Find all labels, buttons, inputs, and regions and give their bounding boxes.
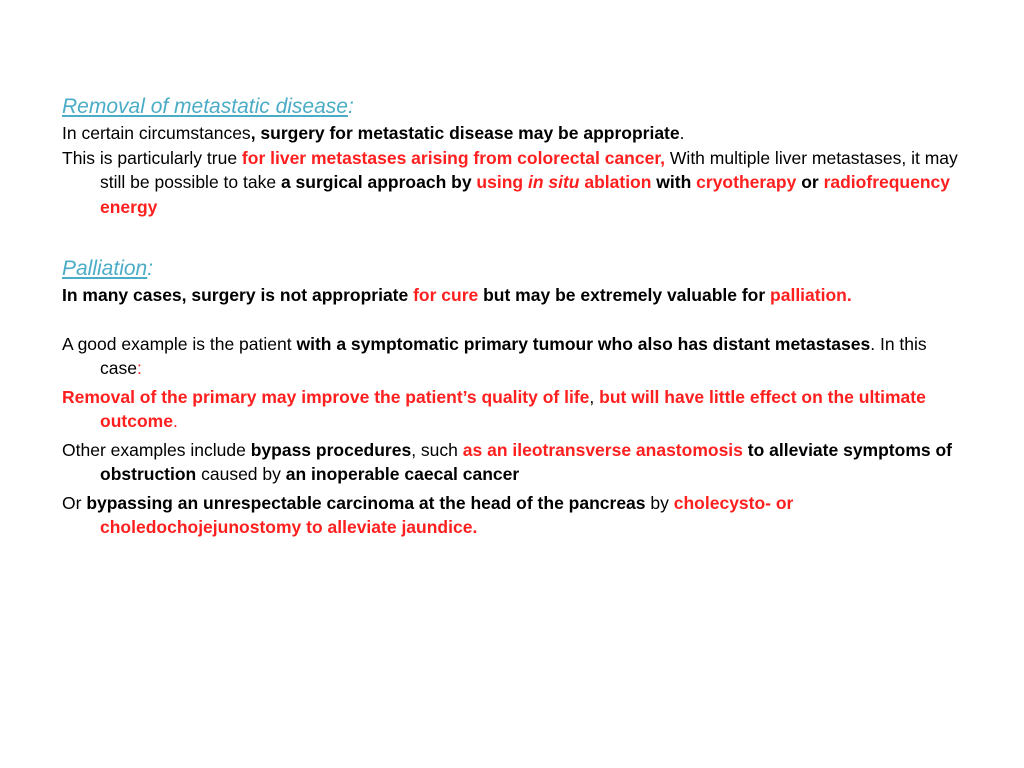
paragraph-certain-circumstances: In certain circumstances, surgery for metastatic disease may be appropriate. bbox=[62, 123, 685, 143]
heading-palliation: Palliation: bbox=[62, 257, 154, 280]
paragraph-removal-of-primary: Removal of the primary may improve the patient’s quality of life, but will have little effect on the ultimate outcome. bbox=[62, 386, 926, 431]
paragraph-good-example: A good example is the patient with a symptomatic primary tumour who also has distant metastases. In this case: bbox=[62, 333, 927, 378]
paragraph-other-examples: Other examples include bypass procedures, such as an ileotransverse anastomosis to alleviate symptoms of obstruction caused by an inoperable caecal cancer bbox=[62, 439, 952, 484]
paragraph-liver-metastases: This is particularly true for liver metastases arising from colorectal cancer, With multiple liver metastases, it may still be possible to take a surgical approach by using in situ ablation with cryotherapy or radiofrequency energy bbox=[62, 147, 958, 217]
heading-removal-of-metastatic-disease: Removal of metastatic disease: bbox=[62, 95, 354, 118]
paragraph-many-cases: In many cases, surgery is not appropriate for cure but may be extremely valuable for palliation. bbox=[62, 285, 852, 305]
slide-content bbox=[62, 93, 962, 540]
paragraph-bypassing-pancreas: Or bypassing an unrespectable carcinoma at the head of the pancreas by cholecysto- or choledochojejunostomy to alleviate jaundice. bbox=[62, 492, 794, 537]
